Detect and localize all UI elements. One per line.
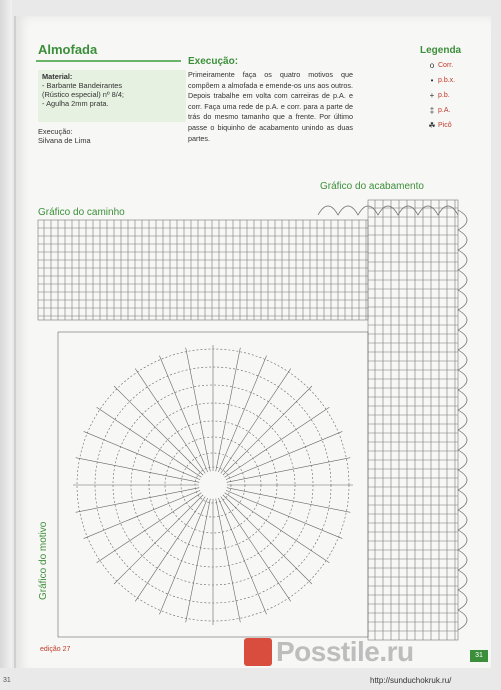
acabamento-grid xyxy=(368,200,458,640)
legend-item-pb: + p.b. xyxy=(426,88,455,103)
watermark-url: http://sunduchokruk.ru/ xyxy=(370,676,452,685)
double-crochet-icon: ‡ xyxy=(429,106,435,115)
material-label: Material: xyxy=(42,72,73,81)
execution-credit-author: Silvana de Lima xyxy=(38,136,91,145)
corner-number: 31 xyxy=(3,677,11,684)
graph-acabamento-title: Gráfico do acabamento xyxy=(320,181,424,192)
graph-caminho-title: Gráfico do caminho xyxy=(38,207,125,218)
page-number: 31 xyxy=(470,650,488,662)
edition-label: edição 27 xyxy=(40,646,71,653)
watermark-brand: Posstile.ru xyxy=(276,636,414,667)
chain-stitch-icon: o xyxy=(429,61,435,70)
legend-title: Legenda xyxy=(420,45,462,56)
material-line-1: - Barbante Bandeirantes xyxy=(42,81,123,90)
legend-item-corr: o Corr. xyxy=(426,58,455,73)
legend-item-pbx: • p.b.x. xyxy=(426,73,455,88)
picot-icon: ☘ xyxy=(428,121,436,130)
slip-stitch-icon: • xyxy=(430,76,434,85)
execution-text: Primeiramente faça os quatro motivos que compõem a almofada e emende-os uns aos outros. Depois trabalhe em volta com carreiras de p.A. e corr. Faça uma rede de p.A. e corr. para a parte de trás do mesmo tamanho que a frente. Por último passe o biquinho de acabamento unindo as duas partes. xyxy=(188,70,353,143)
material-line-2: (Rústico especial) nº 8/4; xyxy=(42,90,124,99)
legend-item-pico: ☘ Picô xyxy=(426,118,455,133)
execution-credit-label: Execução: xyxy=(38,127,73,136)
material-line-3: - Agulha 2mm prata. xyxy=(42,99,109,108)
page-title: Almofada xyxy=(38,42,98,57)
caminho-grid xyxy=(38,220,368,320)
watermark-logo-icon xyxy=(244,638,272,666)
execution-title: Execução: xyxy=(188,56,239,67)
single-crochet-icon: + xyxy=(429,91,435,100)
legend-item-pa: ‡ p.A. xyxy=(426,103,455,118)
acabamento-scallops xyxy=(318,206,467,630)
motivo-chart xyxy=(58,332,368,637)
graph-motivo-title: Gráfico do motivo xyxy=(38,521,49,600)
